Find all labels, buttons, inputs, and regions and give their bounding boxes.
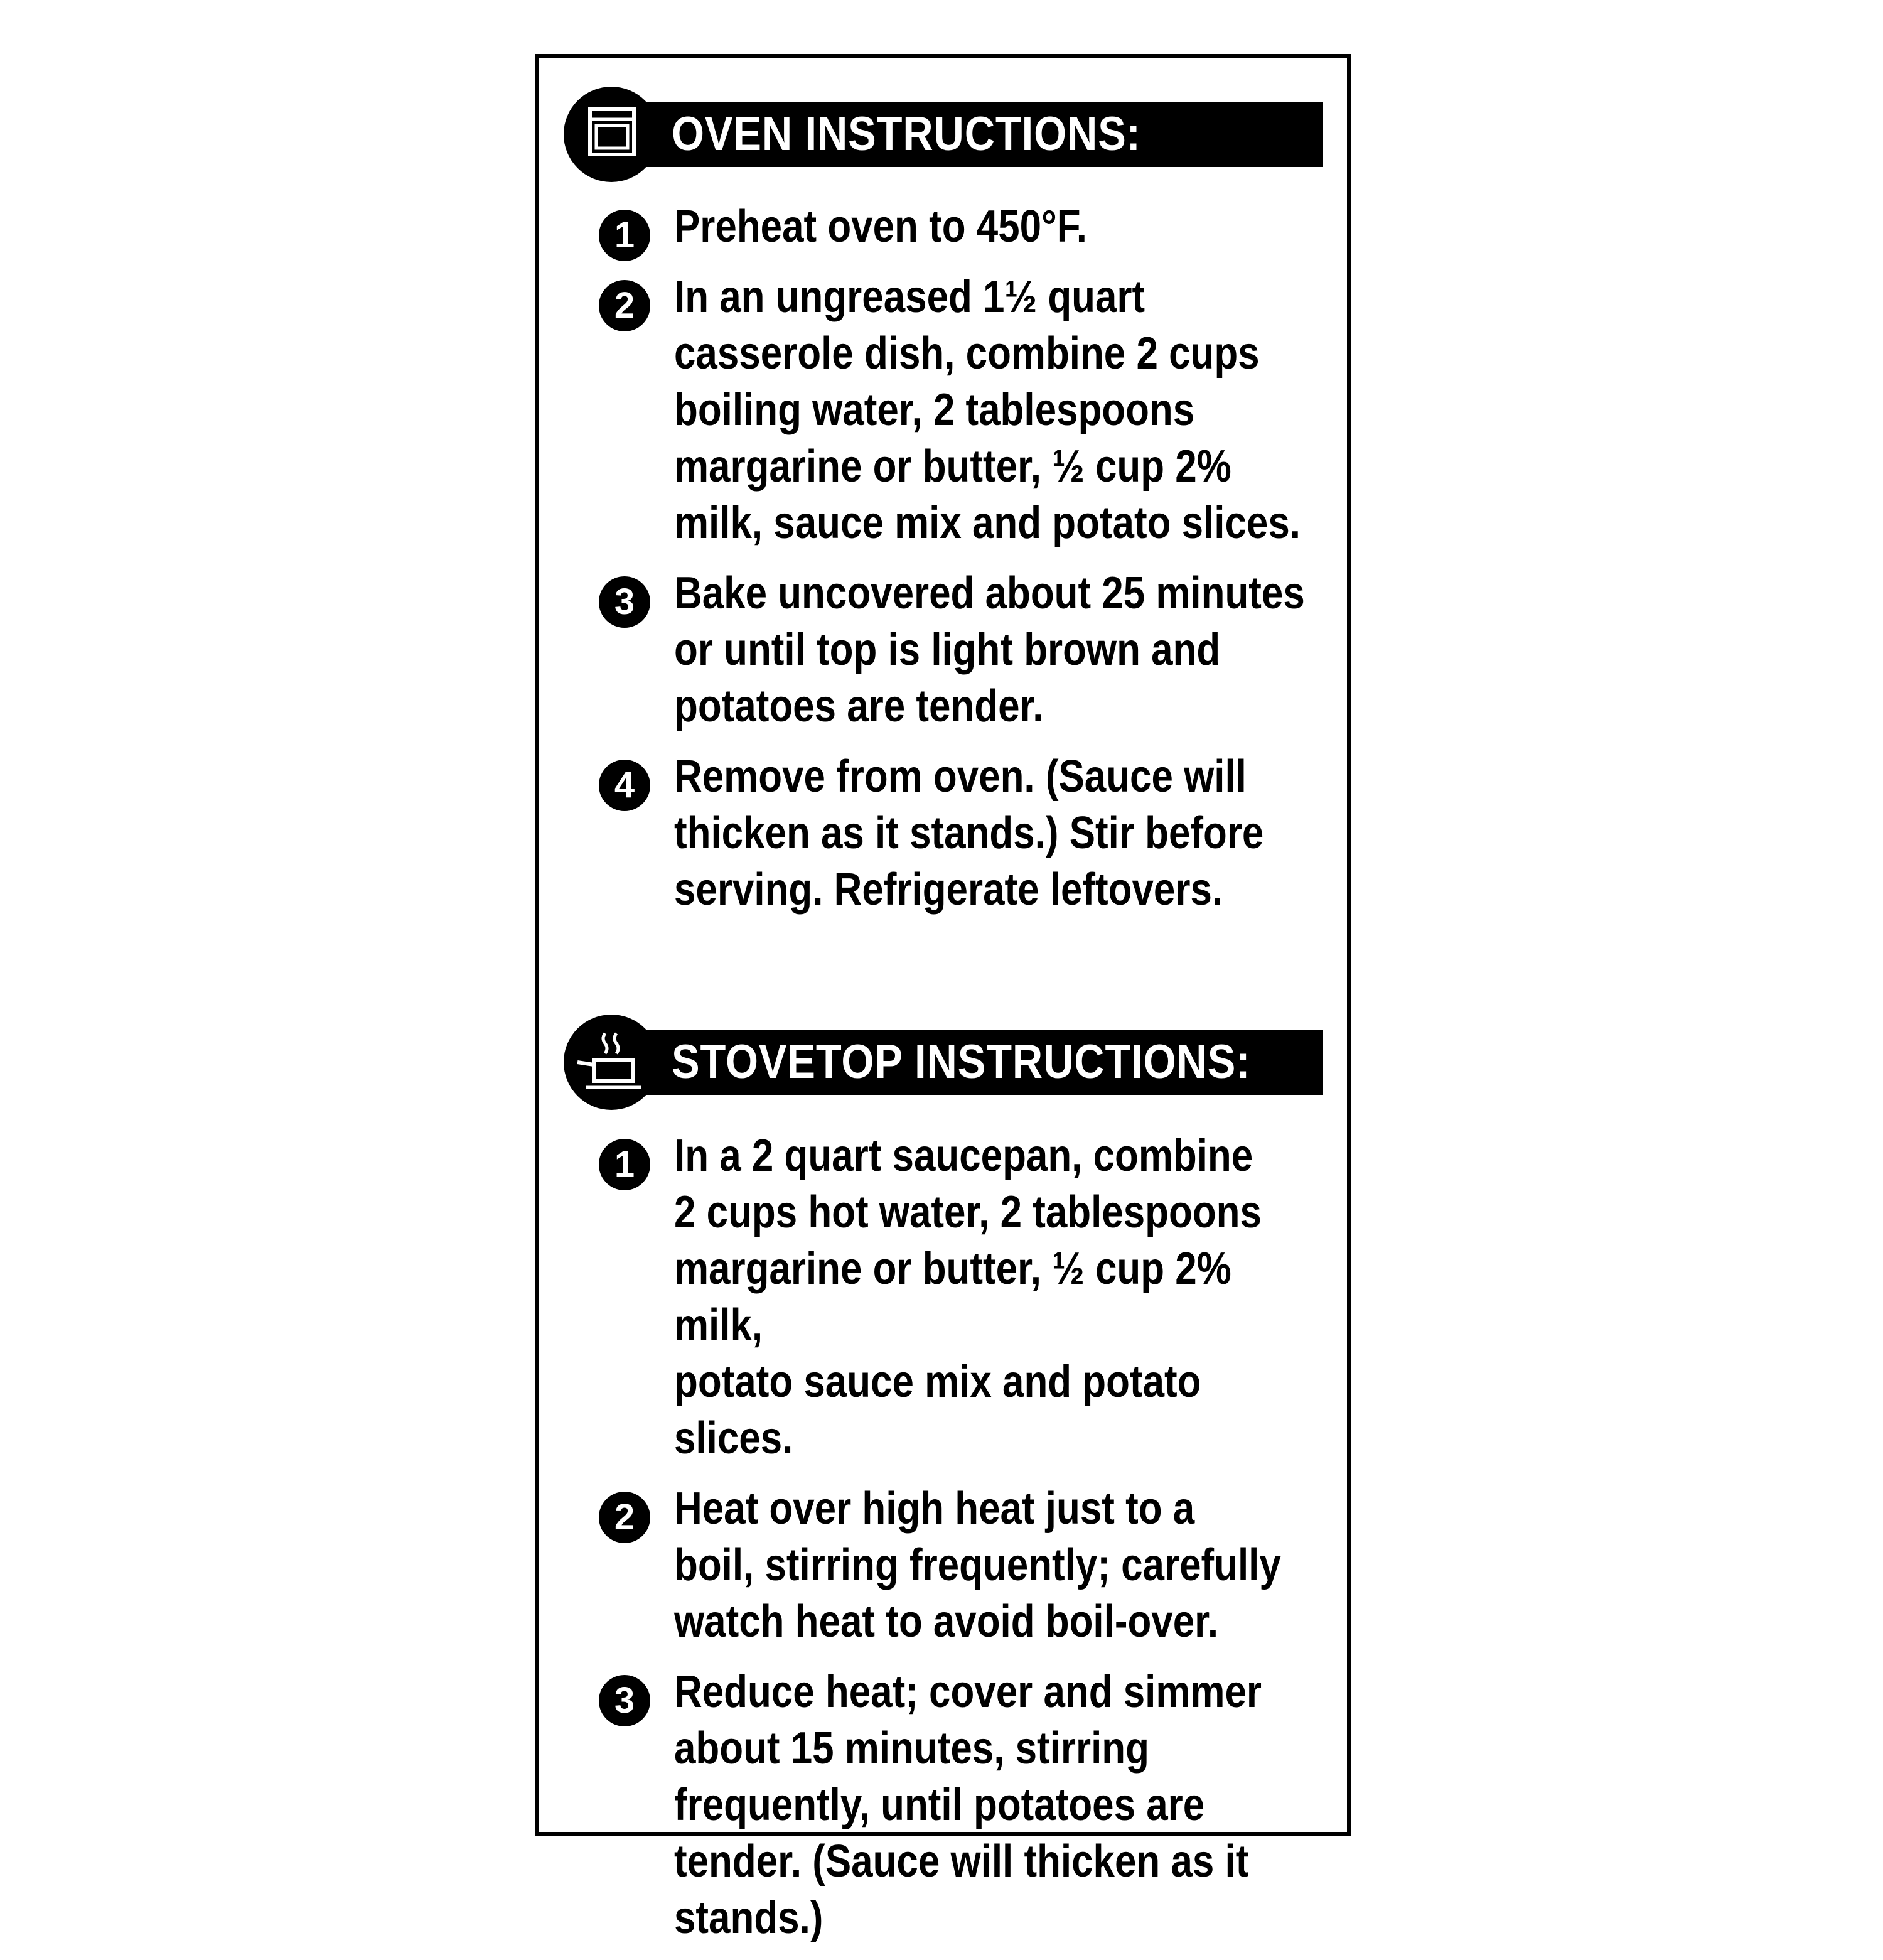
- oven-icon-badge: [564, 87, 659, 182]
- step-text: Reduce heat; cover and simmer about 15 minutes, stirring frequently, until potatoes are tender. (Sauce will thicken as it stands.): [674, 1667, 1262, 1943]
- step-text: Preheat oven to 450°F.: [674, 202, 1087, 252]
- oven-step: [599, 198, 1321, 255]
- step-text: Bake uncovered about 25 minutes or until top is light brown and potatoes are tender.: [674, 568, 1305, 731]
- oven-header: [564, 102, 1323, 167]
- oven-step: [599, 748, 1321, 918]
- instructions-panel: [535, 54, 1351, 1943]
- step-text: Heat over high heat just to a boil, stirring frequently; carefully watch heat to avoid boil-over.: [674, 1483, 1281, 1647]
- step-text: In an ungreased 1½ quart casserole dish, combine 2 cups boiling water, 2 tablespoons margarine or butter, ½ cup 2% milk, sauce mix and potato slices.: [674, 272, 1301, 548]
- oven-step: [599, 565, 1321, 735]
- stovetop-title: STOVETOP INSTRUCTIONS:: [672, 1035, 1251, 1089]
- oven-title: OVEN INSTRUCTIONS:: [672, 107, 1141, 161]
- step-number: 2: [599, 280, 650, 331]
- step-number: 4: [599, 760, 650, 811]
- stovetop-step: [599, 1664, 1321, 1946]
- stovetop-steps: [599, 1128, 1321, 1960]
- step-text: In a 2 quart saucepan, combine 2 cups hot water, 2 tablespoons margarine or butter, ½ cup 2% milk, potato sauce mix and potato slices.: [674, 1131, 1262, 1463]
- stovetop-step: [599, 1128, 1321, 1467]
- step-number: 1: [599, 210, 650, 261]
- saucepan-icon: [572, 1021, 650, 1099]
- oven-step: [599, 269, 1321, 551]
- step-number: 2: [599, 1492, 650, 1543]
- stovetop-header: [564, 1030, 1323, 1095]
- step-text: Remove from oven. (Sauce will thicken as it stands.) Stir before serving. Refrigerate leftovers.: [674, 751, 1264, 915]
- oven-steps: [599, 198, 1321, 932]
- oven-icon: [572, 93, 650, 171]
- saucepan-icon-badge: [564, 1015, 659, 1110]
- step-number: 1: [599, 1139, 650, 1190]
- step-number: 3: [599, 1675, 650, 1726]
- step-number: 3: [599, 576, 650, 628]
- stovetop-step: [599, 1480, 1321, 1650]
